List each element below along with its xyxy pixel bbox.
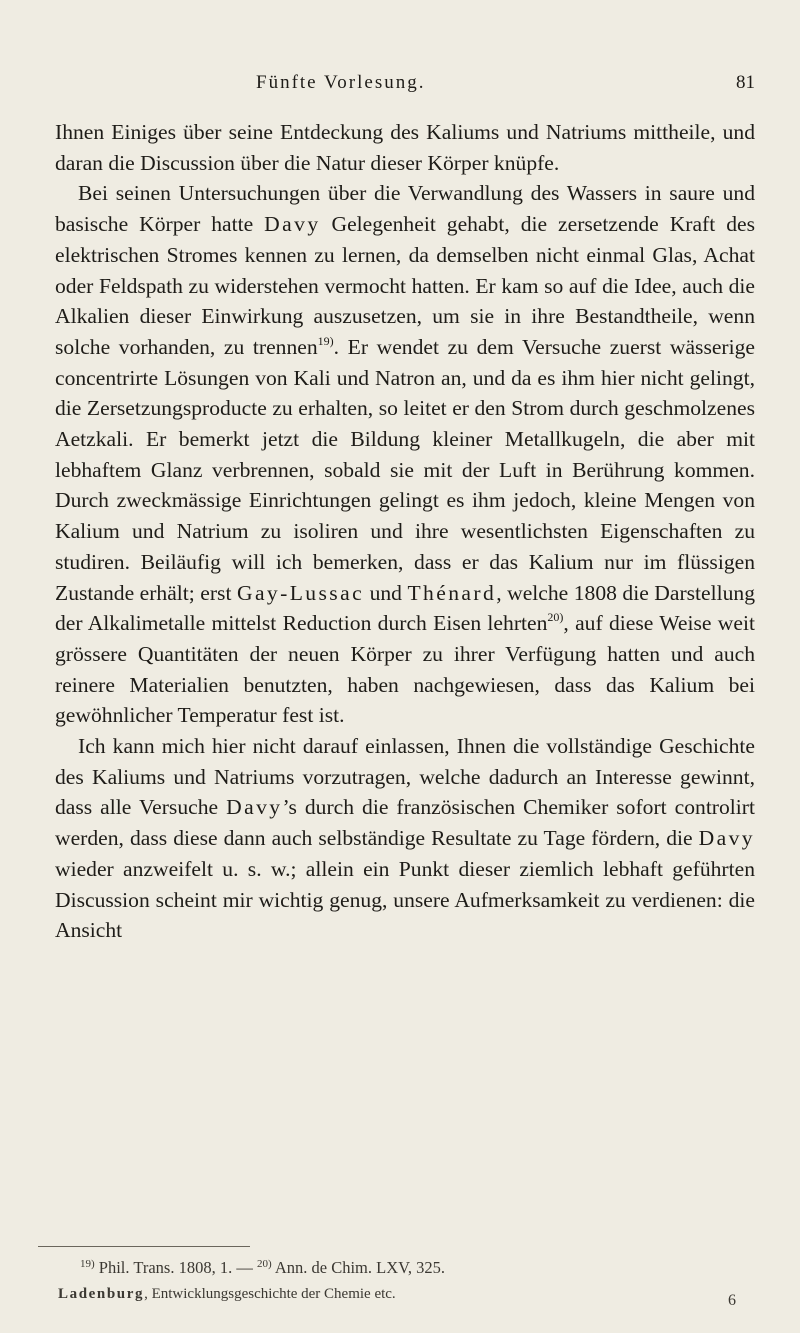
signature-mark: 6 [728, 1292, 736, 1309]
running-title: Fünfte Vorlesung. [256, 72, 426, 93]
spaced-name: Thénard [407, 580, 497, 605]
footnote-19: Phil. Trans. 1808, 1. — [94, 1258, 257, 1277]
text-run: Ich kann mich hier nicht darauf einlassen, Ihnen die vollständige Geschichte des Kaliums und Natriums vorzutragen, welche dadurch an Interesse gewinnt, dass alle Versuche [55, 734, 755, 820]
footnote-marker-19: 19) [80, 1258, 95, 1270]
text-run: Ihnen Einiges über seine Entdeckung des Kaliums und Natriums mittheile, und daran die Discussion über die Natur dieser Körper knüpfe. [55, 120, 755, 175]
footnote-20: Ann. de Chim. LXV, 325. [271, 1258, 446, 1277]
page-footer [58, 1286, 748, 1309]
spaced-name: Davy [264, 212, 321, 237]
footer-title: , Entwicklungsgeschichte der Chemie etc. [144, 1286, 396, 1302]
spaced-name: Davy [698, 826, 755, 851]
text-run: wieder anzweifelt u. s. w.; allein ein Punkt dieser ziemlich lebhaft geführten Discussion scheint mir wichtig genug, unsere Aufmerksamkeit zu verdienen: die Ansicht [55, 856, 755, 943]
footnote-reference: 19) [317, 333, 334, 348]
footer-author: Ladenburg [58, 1286, 145, 1302]
spaced-name: Davy [226, 795, 283, 820]
text-run: Bei seinen Untersuchungen über die Verwandlung des Wassers in saure und basische Körper hatte [55, 181, 755, 237]
footnote-reference: 20) [547, 610, 564, 625]
footnote-rule [38, 1246, 250, 1247]
text-run: , auf diese Weise weit grössere Quantitäten der neuen Körper zu ihrer Verfügung hatten und auch reinere Materialien benutzten, haben nachgewiesen, dass das Kalium bei gewöhnlicher Temperatur fest ist. [55, 611, 755, 728]
footnotes [80, 1258, 445, 1278]
text-run: ’s durch die französischen Chemiker sofort controlirt werden, dass diese dann auch selbständige Resultate zu Tage fördern, die [55, 795, 755, 851]
body-text [55, 117, 755, 946]
text-run: , welche 1808 die Darstellung der Alkalimetalle mittelst Reduction durch Eisen lehrten [55, 580, 756, 636]
paragraph [55, 117, 755, 178]
footnote-marker-20: 20) [256, 1258, 272, 1270]
spaced-name: Gay-Lussac [236, 580, 365, 605]
paragraph [55, 731, 755, 946]
page-number: 81 [736, 72, 755, 93]
text-run: und [364, 580, 408, 605]
text-run: Gelegenheit gehabt, die zersetzende Kraft des elektrischen Stromes kennen zu lernen, da demselben nicht einmal Glas, Achat oder Feldspath zu widerstehen vermocht hatten. Er kam so auf die Idee, auch die Alkalien dieser Einwirkung auszusetzen, um sie in ihre Bestandtheile, wenn solche vorhanden, zu trennen [55, 212, 755, 359]
text-run: . Er wendet zu dem Versuche zuerst wässerige concentrirte Lösungen von Kali und Natron an, und da es ihm hier nicht gelingt, die Zersetzungsproducte zu erhalten, so leitet er den Strom durch geschmolzenes Aetzkali. Er bemerkt jetzt die Bildung kleiner Metallkugeln, die aber mit lebhaftem Glanz verbrennen, sobald sie mit der Luft in Berührung kommen. Durch zweckmässige Einrichtungen gelingt es ihm jedoch, kleine Mengen von Kalium und Natrium zu isoliren und ihre wesentlichsten Eigenschaften zu studiren. Beiläufig will ich bemerken, dass er das Kalium nur im flüssigen Zustande erhält; erst [55, 334, 755, 605]
paragraph [55, 178, 755, 731]
